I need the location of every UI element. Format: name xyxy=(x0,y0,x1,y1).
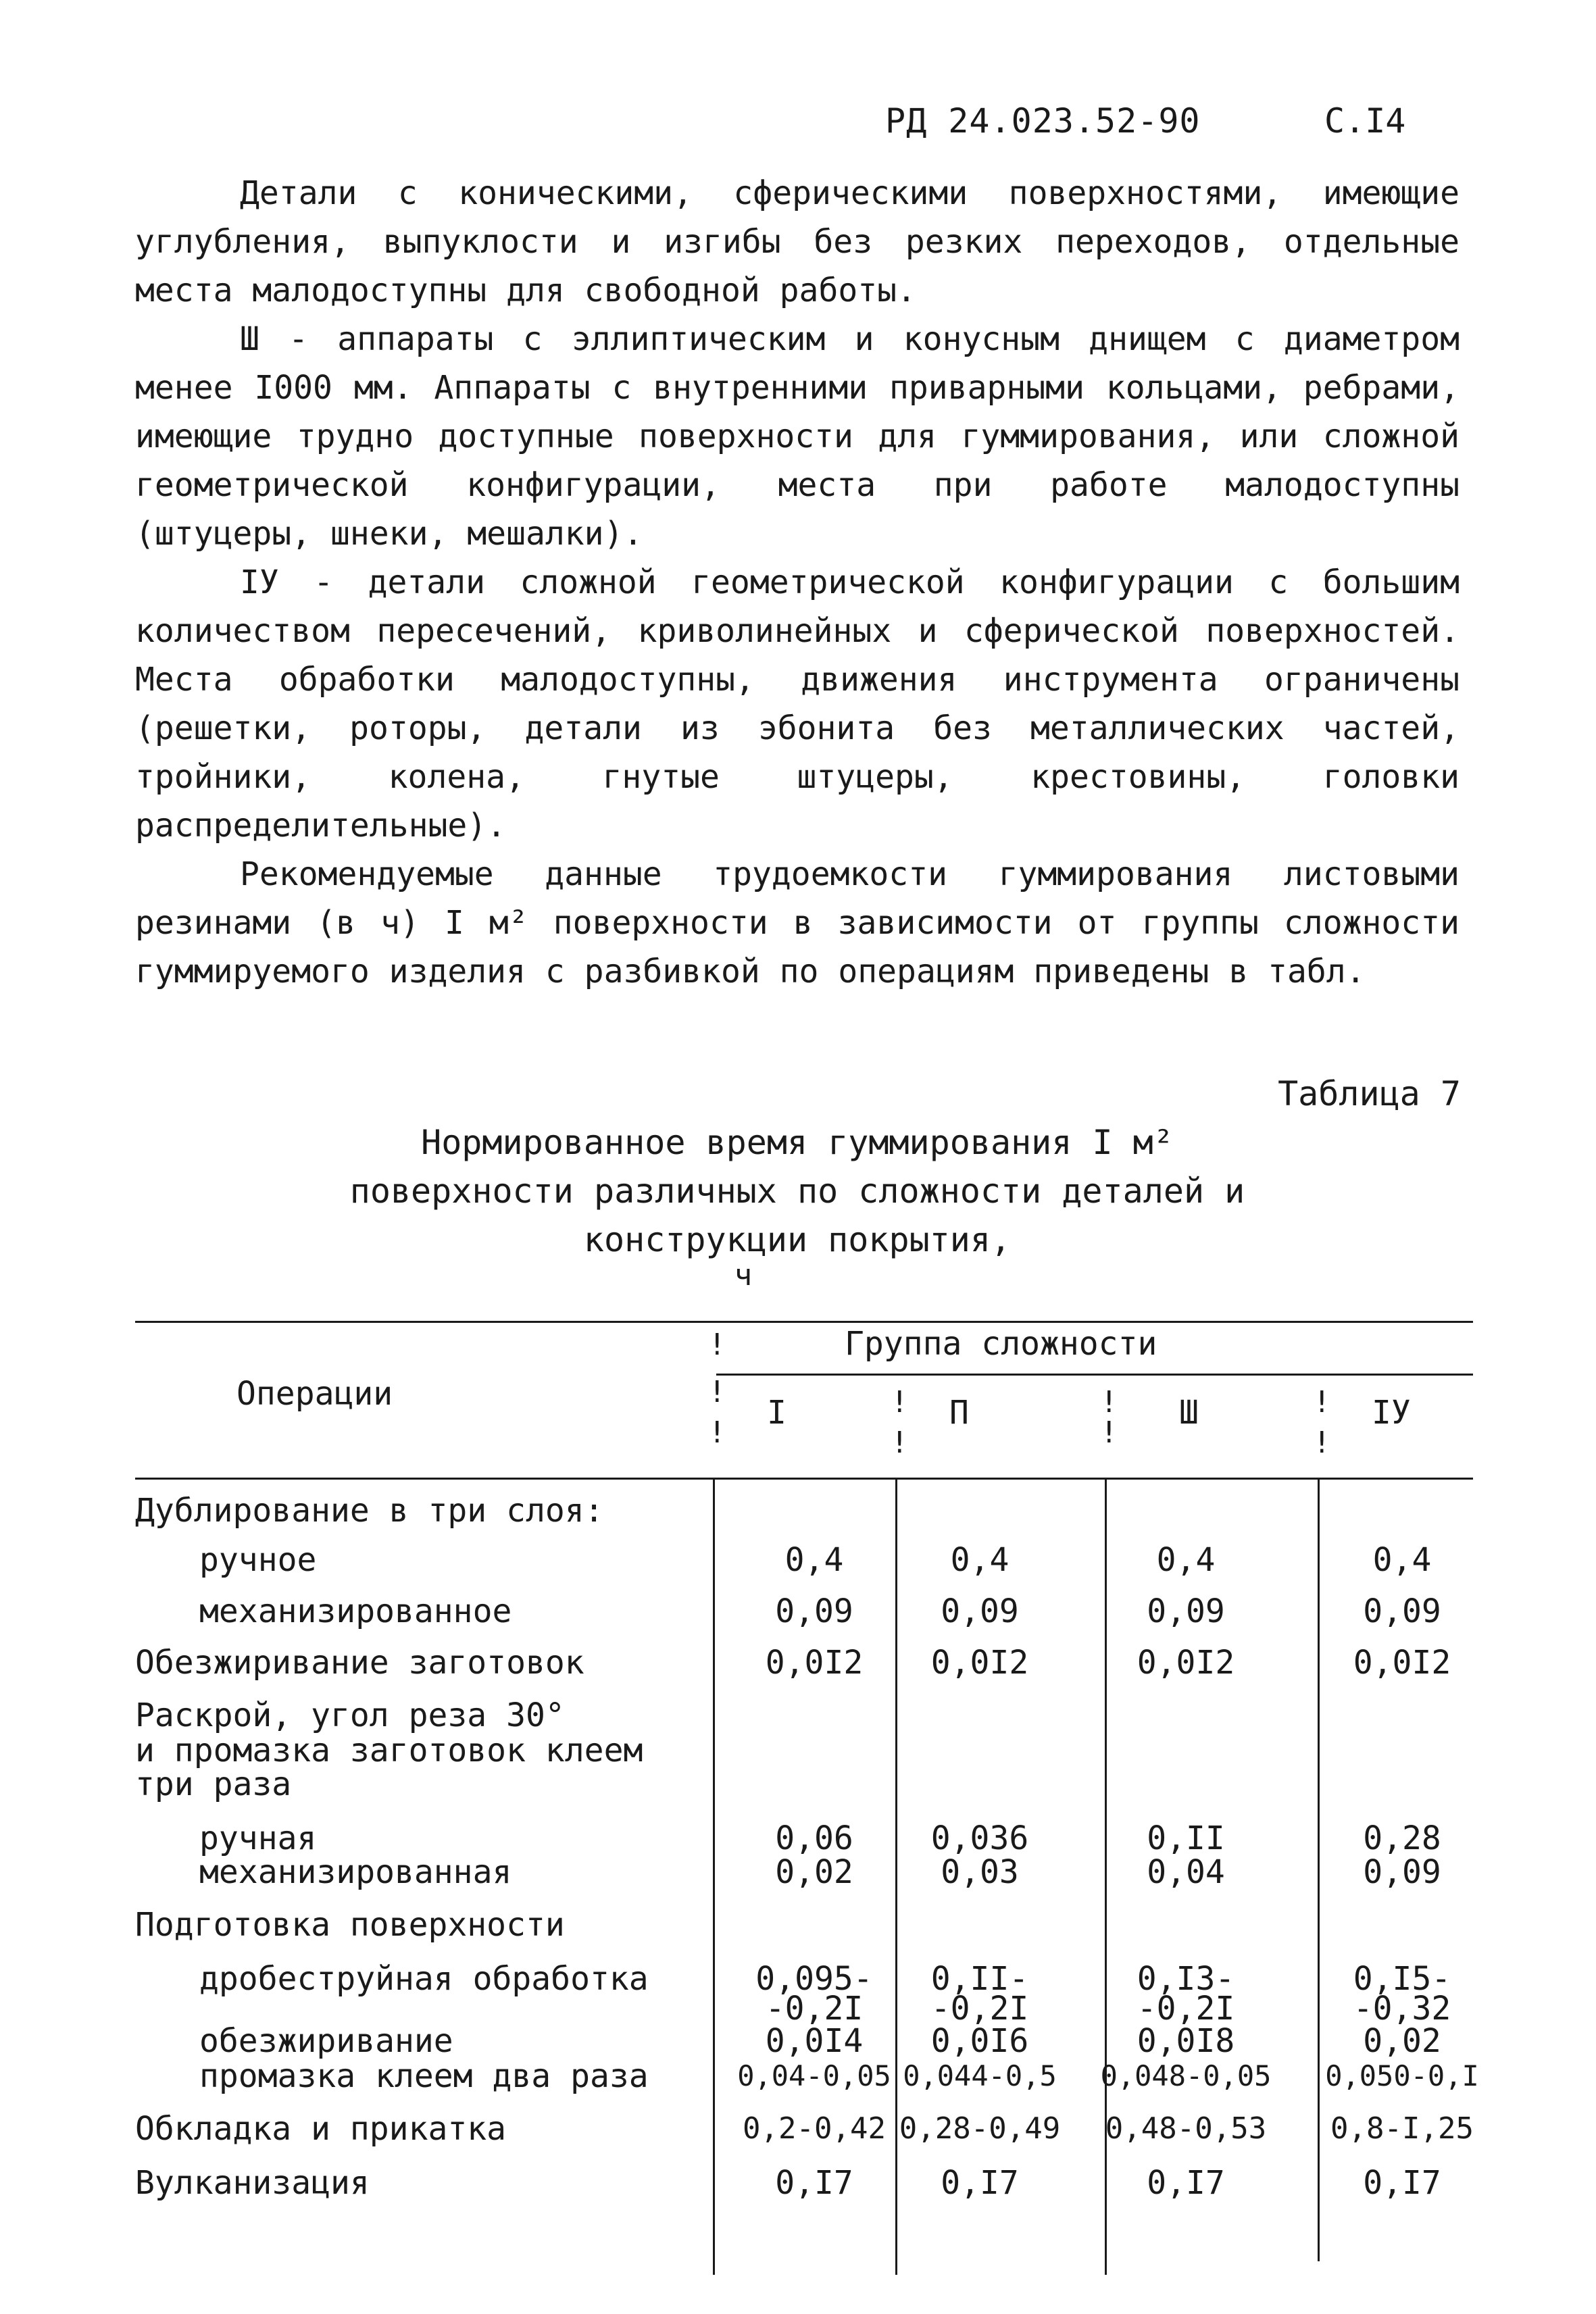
value-cell: 0,4 xyxy=(950,1541,1009,1579)
value-cell: 0,I5- xyxy=(1353,1960,1451,1998)
value-cell: 0,28-0,49 xyxy=(899,2111,1061,2146)
header-separator-mark: ! xyxy=(1100,1385,1118,1419)
operation-name: обезжиривание xyxy=(199,2022,453,2060)
operation-name: механизированное xyxy=(199,1592,512,1630)
value-cell: 0,4 xyxy=(1372,1541,1432,1579)
operation-name: Подготовка поверхности xyxy=(135,1906,565,1944)
value-cell: 0,095- xyxy=(755,1960,873,1998)
value-cell: 0,4 xyxy=(784,1541,844,1579)
value-cell: 0,0I2 xyxy=(1353,1644,1451,1682)
value-cell: 0,044-0,5 xyxy=(903,2059,1057,2092)
operation-name: ручное xyxy=(199,1541,317,1579)
header-separator-mark: ! xyxy=(1313,1385,1331,1419)
header-separator-mark: ! xyxy=(1313,1426,1331,1460)
value-cell: 0,I3- xyxy=(1137,1960,1235,1998)
header-separator-mark: ! xyxy=(1100,1415,1118,1450)
operation-name: дробеструйная обработка xyxy=(199,1960,649,1998)
value-cell: 0,0I2 xyxy=(765,1644,864,1682)
header-separator-mark: ! xyxy=(708,1415,726,1450)
value-cell: 0,II- xyxy=(930,1960,1029,1998)
value-cell: 0,0I6 xyxy=(930,2022,1029,2060)
value-cell: 0,04 xyxy=(1147,1853,1225,1891)
value-cell: 0,8-I,25 xyxy=(1330,2111,1474,2146)
header-group-rule xyxy=(716,1374,1473,1376)
value-cell: 0,02 xyxy=(1363,2022,1441,2060)
value-cell: -0,32 xyxy=(1353,1990,1451,2028)
value-cell: 0,I7 xyxy=(1147,2164,1225,2202)
value-cell: 0,I7 xyxy=(1363,2164,1441,2202)
header-separator-mark: ! xyxy=(708,1375,726,1409)
value-cell: 0,4 xyxy=(1156,1541,1216,1579)
value-cell: 0,03 xyxy=(941,1853,1019,1891)
paragraph: Детали с коническими, сферическими поверхностями, имеющие углубления, выпуклости и изгибы без резких переходов, отдельные места малодоступны для свободной работы. xyxy=(135,174,1460,309)
paragraph: Рекомендуемые данные трудоемкости гуммирования листовыми резинами (в ч) I м² поверхности в зависимости от группы сложности гуммируемого изделия с разбивкой по операциям приведены в табл. xyxy=(135,855,1460,990)
header-separator-mark: ! xyxy=(891,1426,909,1460)
operation-name: Дублирование в три слоя: xyxy=(135,1492,604,1530)
value-cell: 0,28 xyxy=(1363,1819,1441,1857)
operation-name: ручная xyxy=(199,1819,317,1857)
value-cell: 0,09 xyxy=(1363,1853,1441,1891)
operation-name: механизированная xyxy=(199,1853,512,1891)
operation-name: Обкладка и прикатка xyxy=(135,2110,507,2148)
value-cell: 0,I7 xyxy=(775,2164,853,2202)
table-unit: ч xyxy=(734,1258,753,1292)
value-cell: 0,06 xyxy=(775,1819,853,1857)
paragraph: Ш - аппараты с эллиптическим и конусным днищем с диаметром менее I000 мм. Аппараты с внутренними приварными кольцами, ребрами, имеющие трудно доступные поверхности для гуммирования, или сложной геометрической конфигурации, места при работе малодоступны (штуцеры, шнеки, мешалки). xyxy=(135,320,1460,553)
header-group-iv: IУ xyxy=(1372,1394,1411,1432)
operation-name: три раза xyxy=(135,1765,292,1803)
table-title-line: конструкции покрытия, xyxy=(583,1220,1012,1259)
table-title-line: поверхности различных по сложности деталей и xyxy=(349,1172,1245,1211)
document-code: РД 24.023.52-90 xyxy=(885,101,1201,141)
header-group-iii: Ш xyxy=(1179,1394,1199,1432)
value-cell: 0,09 xyxy=(1147,1592,1225,1630)
value-cell: 0,0I2 xyxy=(1137,1644,1235,1682)
value-cell: 0,048-0,05 xyxy=(1100,2059,1272,2092)
operation-name: Раскрой, угол реза 30° xyxy=(135,1696,565,1734)
value-cell: 0,0I4 xyxy=(765,2022,864,2060)
value-cell: 0,I7 xyxy=(941,2164,1019,2202)
table-label: Таблица 7 xyxy=(1278,1074,1461,1113)
value-cell: 0,050-0,I xyxy=(1325,2059,1479,2092)
operation-name: Обезжиривание заготовок xyxy=(135,1644,584,1682)
value-cell: 0,09 xyxy=(941,1592,1019,1630)
paragraph: IУ - детали сложной геометрической конфигурации с большим количеством пересечений, криволинейных и сферической поверхностей. Места обработки малодоступны, движения инструмента ограничены (решетки, роторы, детали из эбонита без металлических частей, тройники, колена, гнутые штуцеры, крестовины, головки распределительные). xyxy=(135,563,1460,845)
operation-name: Вулканизация xyxy=(135,2164,370,2202)
value-cell: 0,09 xyxy=(775,1592,853,1630)
operation-name: промазка клеем два раза xyxy=(199,2057,649,2095)
header-operations: Операции xyxy=(236,1375,393,1413)
column-rule xyxy=(713,1478,715,2275)
table-title xyxy=(203,1118,1392,1292)
value-cell: 0,0I8 xyxy=(1137,2022,1235,2060)
table-top-rule xyxy=(135,1321,1473,1323)
table-title-line: Нормированное время гуммирования I м² xyxy=(421,1123,1174,1162)
value-cell: 0,2-0,42 xyxy=(743,2111,886,2146)
operation-name: и промазка заготовок клеем xyxy=(135,1732,643,1769)
value-cell: -0,2I xyxy=(765,1990,864,2028)
norm-table xyxy=(135,1321,1479,2287)
header-separator-mark: ! xyxy=(891,1385,909,1419)
header-separator-mark: ! xyxy=(708,1328,726,1362)
value-cell: 0,02 xyxy=(775,1853,853,1891)
value-cell: 0,48-0,53 xyxy=(1105,2111,1267,2146)
body-text xyxy=(135,169,1460,996)
page-number: С.I4 xyxy=(1324,101,1406,141)
value-cell: -0,2I xyxy=(930,1990,1029,2028)
value-cell: 0,0I2 xyxy=(930,1644,1029,1682)
header-group-ii: П xyxy=(949,1394,969,1432)
value-cell: 0,09 xyxy=(1363,1592,1441,1630)
header-group: Группа сложности xyxy=(845,1325,1157,1363)
header-bottom-rule xyxy=(135,1478,1473,1480)
value-cell: 0,036 xyxy=(930,1819,1029,1857)
value-cell: 0,04-0,05 xyxy=(737,2059,891,2092)
value-cell: 0,II xyxy=(1147,1819,1225,1857)
header-group-i: I xyxy=(767,1394,787,1432)
value-cell: -0,2I xyxy=(1137,1990,1235,2028)
